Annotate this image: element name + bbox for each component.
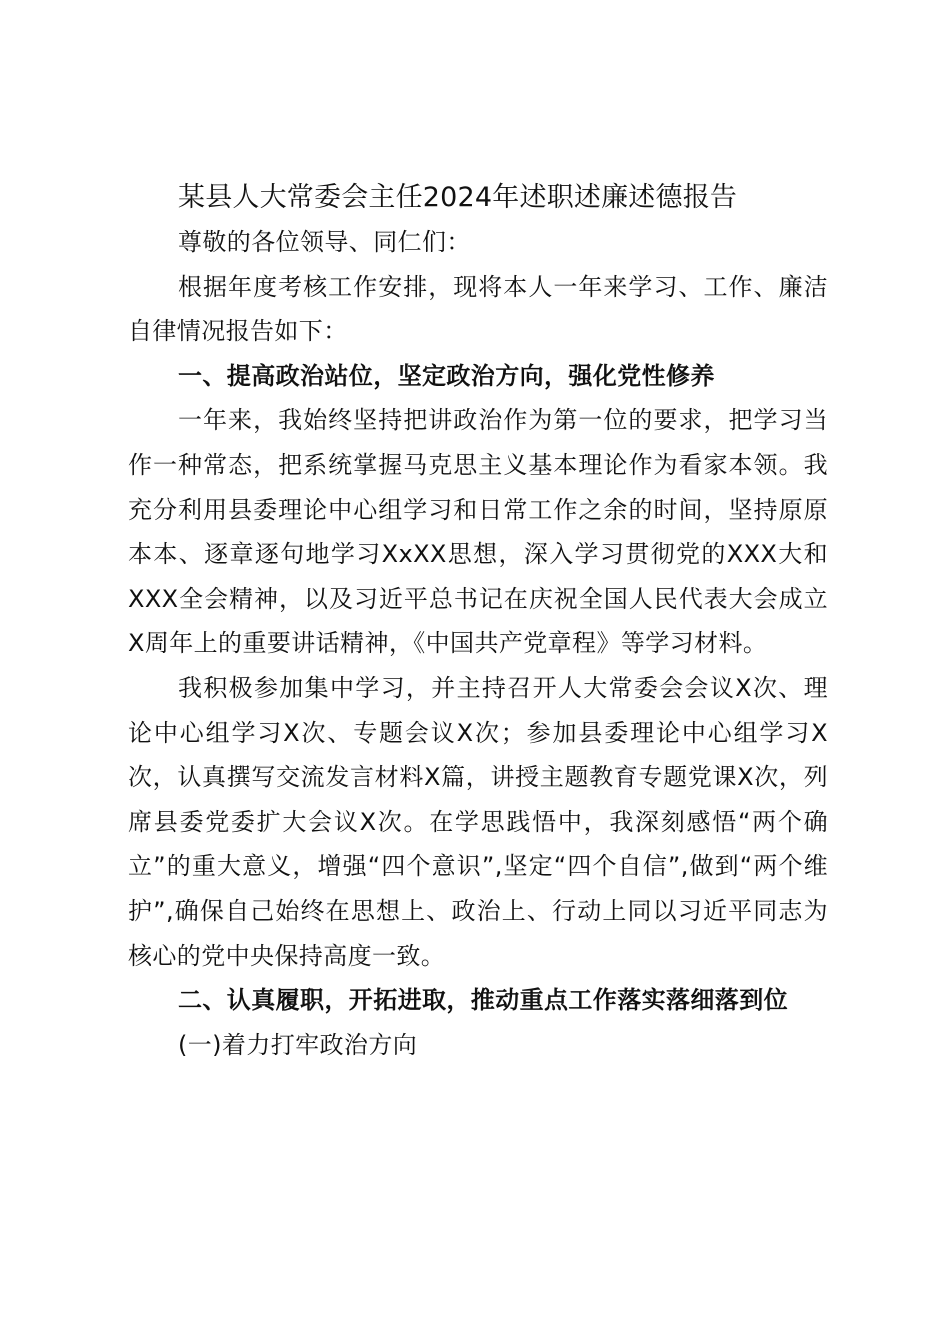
- salutation: 尊敬的各位领导、同仁们：: [178, 228, 471, 256]
- section1-paragraph-1: 一年来，我始终坚持把讲政治作为第一位的要求，把学习当作一种常态，把系统掌握马克思主义基本理论作为看家本领。我充分利用县委理论中心组学习和日常工作之余的时间，坚持原原本本、逐章逐句地学习XxXX思想，深入学习贯彻党的XXX大和XXX全会精神，以及习近平总书记在庆祝全国人民代表大会成立X周年上的重要讲话精神，《中国共产党章程》等学习材料。: [128, 406, 828, 658]
- section-heading-2: 二、认真履职，开拓进取，推动重点工作落实落细落到位: [178, 986, 788, 1015]
- document-title: 某县人大常委会主任2024年述职述廉述德报告: [178, 182, 738, 213]
- document-body: [128, 220, 828, 1067]
- section1-paragraph-2: 我积极参加集中学习，并主持召开人大常委会会议X次、理论中心组学习X次、专题会议X次；参加县委理论中心组学习X次，认真撰写交流发言材料X篇，讲授主题教育专题党课X次，列席县委党委扩大会议X次。在学思践悟中，我深刻感悟“两个确立”的重大意义，增强“四个意识”,坚定“四个自信”,做到“两个维护”,确保自己始终在思想上、政治上、行动上同以习近平同志为核心的党中央保持高度一致。: [128, 673, 828, 970]
- section-heading-1: 一、提高政治站位，坚定政治方向，强化党性修养: [178, 361, 715, 390]
- intro-paragraph: 根据年度考核工作安排，现将本人一年来学习、工作、廉洁自律情况报告如下：: [128, 272, 828, 346]
- subsection-heading-1: (一)着力打牢政治方向: [178, 1030, 418, 1059]
